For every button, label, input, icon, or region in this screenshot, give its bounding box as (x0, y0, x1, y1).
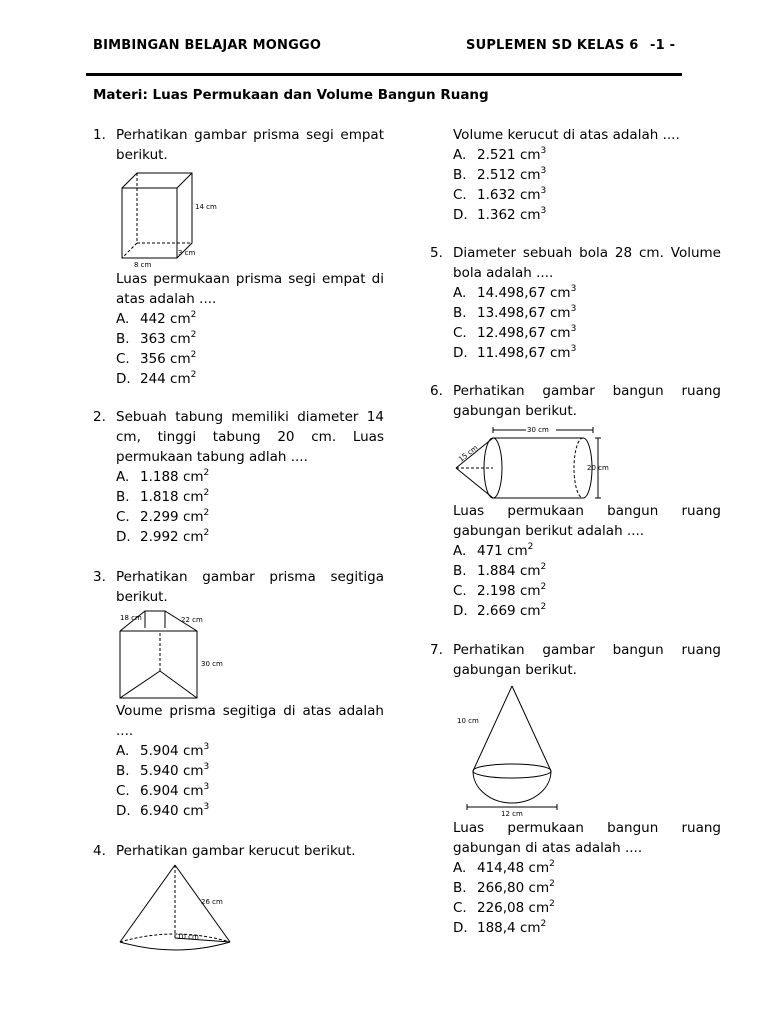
option-value: 188,4 cm (477, 920, 541, 936)
fig-label-diameter: 20 cm (587, 464, 609, 472)
option-value: 471 cm (477, 543, 528, 559)
question-ask: Luas permukaan bangun ruang (453, 820, 721, 836)
option-unit-exponent: 2 (540, 918, 547, 929)
option-unit-exponent: 3 (540, 205, 547, 216)
answer-option (453, 165, 546, 185)
question-text: berikut. (116, 147, 168, 163)
question-text: gabungan berikut. (453, 403, 577, 419)
option-unit-exponent: 2 (540, 561, 547, 572)
option-letter: B. (453, 563, 467, 579)
page-number: -1 - (650, 38, 676, 53)
question-ask: atas adalah .... (116, 291, 217, 307)
option-letter: C. (453, 187, 467, 203)
fig-label-slant: 10 cm (457, 717, 479, 725)
option-value: 1.818 cm (140, 489, 204, 505)
option-value: 414,48 cm (477, 860, 550, 876)
option-unit-exponent: 2 (549, 898, 555, 909)
question-ask: Volume kerucut di atas adalah .... (453, 127, 680, 143)
answer-option (453, 283, 576, 303)
answer-option (453, 858, 555, 878)
answer-option (453, 323, 576, 343)
question-text: Perhatikan gambar bangun ruang (453, 383, 721, 399)
option-value: 5.940 cm (140, 763, 204, 779)
option-unit-exponent: 2 (203, 507, 210, 518)
option-letter: C. (116, 351, 130, 367)
fig-label-b: 22 cm (181, 616, 203, 624)
question-text: berikut. (116, 589, 168, 605)
question-ask: gabungan berikut adalah .... (453, 523, 645, 539)
answer-option (453, 541, 533, 561)
option-unit-exponent: 2 (203, 527, 210, 538)
fig-label-slant: 15 cm (457, 443, 480, 464)
question-ask: gabungan di atas adalah .... (453, 840, 643, 856)
prism-triangle-figure (115, 606, 245, 702)
option-value: 2.521 cm (477, 147, 541, 163)
answer-option (116, 487, 209, 507)
option-letter: A. (453, 860, 467, 876)
option-unit-exponent: 3 (570, 323, 577, 334)
question-number: 7. (430, 642, 443, 658)
option-unit-exponent: 3 (203, 781, 210, 792)
option-value: 14.498,67 cm (477, 285, 571, 301)
option-letter: D. (453, 207, 468, 223)
option-unit-exponent: 3 (570, 343, 577, 354)
option-letter: D. (116, 529, 131, 545)
option-unit-exponent: 3 (540, 185, 547, 196)
option-value: 13.498,67 cm (477, 305, 571, 321)
option-letter: C. (453, 325, 467, 341)
fig-label-length: 30 cm (527, 426, 549, 434)
option-value: 442 cm (140, 311, 191, 327)
option-letter: B. (453, 305, 467, 321)
answer-option (453, 343, 576, 363)
answer-option (453, 918, 546, 938)
option-unit-exponent: 2 (190, 329, 197, 340)
answer-option (116, 761, 209, 781)
question-ask: Luas permukaan bangun ruang (453, 503, 721, 519)
answer-option (116, 329, 196, 349)
fig-label-slant: 26 cm (201, 898, 223, 906)
option-value: 2.198 cm (477, 583, 541, 599)
answer-option (453, 898, 555, 918)
option-value: 2.992 cm (140, 529, 204, 545)
header-title: BIMBINGAN BELAJAR MONGGO (93, 38, 322, 53)
question-number: 4. (93, 843, 106, 859)
option-letter: A. (116, 743, 130, 759)
option-letter: A. (453, 285, 467, 301)
option-value: 1.632 cm (477, 187, 541, 203)
answer-option (116, 507, 209, 527)
answer-option (116, 467, 209, 487)
option-value: 1.188 cm (140, 469, 204, 485)
fig-label-radius: 10 cm (177, 933, 199, 941)
answer-option (453, 561, 546, 581)
option-letter: D. (453, 603, 468, 619)
answer-option (453, 205, 546, 225)
answer-option (453, 878, 555, 898)
header-rule (86, 73, 682, 76)
option-letter: C. (116, 783, 130, 799)
option-unit-exponent: 2 (203, 467, 210, 478)
answer-option (453, 601, 546, 621)
option-letter: A. (116, 469, 130, 485)
question-number: 6. (430, 383, 443, 399)
option-value: 2.512 cm (477, 167, 541, 183)
option-letter: D. (116, 803, 131, 819)
fig-label-diameter: 12 cm (501, 810, 523, 818)
option-value: 2.669 cm (477, 603, 541, 619)
answer-option (116, 781, 209, 801)
question-text: Sebuah tabung memiliki diameter 14 (116, 409, 384, 425)
answer-option (453, 581, 546, 601)
option-value: 6.904 cm (140, 783, 204, 799)
question-text: cm, tinggi tabung 20 cm. Luas (116, 429, 384, 445)
option-unit-exponent: 3 (570, 303, 577, 314)
answer-option (116, 349, 196, 369)
option-letter: A. (116, 311, 130, 327)
option-value: 363 cm (140, 331, 191, 347)
answer-option (453, 303, 576, 323)
question-number: 3. (93, 569, 106, 585)
option-unit-exponent: 3 (203, 801, 210, 812)
option-letter: D. (453, 920, 468, 936)
option-value: 5.904 cm (140, 743, 204, 759)
option-letter: B. (116, 763, 130, 779)
answer-option (116, 741, 209, 761)
question-text: gabungan berikut. (453, 662, 577, 678)
fig-label-height: 14 cm (195, 203, 217, 211)
fig-label-a: 18 cm (120, 614, 142, 622)
option-letter: D. (116, 371, 131, 387)
option-letter: B. (116, 489, 130, 505)
fig-label-height: 30 cm (201, 660, 223, 668)
cone-cylinder-figure (453, 422, 623, 502)
option-value: 266,80 cm (477, 880, 550, 896)
option-letter: C. (453, 583, 467, 599)
option-letter: C. (453, 900, 467, 916)
option-value: 12.498,67 cm (477, 325, 571, 341)
option-unit-exponent: 3 (203, 741, 210, 752)
cone-figure (115, 862, 255, 957)
option-value: 226,08 cm (477, 900, 550, 916)
question-text: Perhatikan gambar prisma segi empat (116, 127, 384, 143)
question-text: Perhatikan gambar prisma segitiga (116, 569, 384, 585)
question-text: permukaan tabung adlah .... (116, 449, 308, 465)
option-unit-exponent: 3 (540, 165, 547, 176)
question-text: Perhatikan gambar kerucut berikut. (116, 843, 356, 859)
prism-rect-figure (112, 165, 222, 270)
option-unit-exponent: 2 (190, 349, 197, 360)
option-unit-exponent: 3 (203, 761, 210, 772)
answer-option (453, 145, 546, 165)
fig-label-depth: 3 cm (178, 249, 196, 257)
option-value: 11.498,67 cm (477, 345, 571, 361)
topic-title: Materi: Luas Permukaan dan Volume Bangun Ruang (93, 87, 489, 103)
fig-label-width: 8 cm (134, 261, 152, 269)
option-unit-exponent: 2 (203, 487, 210, 498)
answer-option (116, 369, 196, 389)
cone-hemisphere-figure (455, 683, 565, 818)
header-subtitle: SUPLEMEN SD KELAS 6 (466, 38, 639, 53)
option-unit-exponent: 2 (527, 541, 534, 552)
option-unit-exponent: 3 (570, 283, 577, 294)
answer-option (116, 309, 196, 329)
option-value: 1.362 cm (477, 207, 541, 223)
option-unit-exponent: 2 (540, 581, 547, 592)
option-unit-exponent: 2 (190, 309, 197, 320)
option-letter: D. (453, 345, 468, 361)
question-number: 5. (430, 245, 443, 261)
question-ask: Voume prisma segitiga di atas adalah (116, 703, 384, 719)
option-value: 6.940 cm (140, 803, 204, 819)
option-value: 244 cm (140, 371, 191, 387)
option-unit-exponent: 2 (549, 878, 555, 889)
answer-option (116, 801, 209, 821)
option-unit-exponent: 2 (540, 601, 547, 612)
question-number: 1. (93, 127, 106, 143)
option-letter: B. (116, 331, 130, 347)
option-unit-exponent: 3 (540, 145, 547, 156)
option-letter: B. (453, 167, 467, 183)
option-value: 1.884 cm (477, 563, 541, 579)
question-text: bola adalah .... (453, 265, 554, 281)
question-text: Perhatikan gambar bangun ruang (453, 642, 721, 658)
option-unit-exponent: 2 (549, 858, 555, 869)
question-text: Diameter sebuah bola 28 cm. Volume (453, 245, 721, 261)
question-number: 2. (93, 409, 106, 425)
option-letter: B. (453, 880, 467, 896)
option-letter: A. (453, 543, 467, 559)
answer-option (453, 185, 546, 205)
option-value: 356 cm (140, 351, 191, 367)
option-letter: C. (116, 509, 130, 525)
option-letter: A. (453, 147, 467, 163)
question-ask: .... (116, 723, 134, 739)
option-unit-exponent: 2 (190, 369, 197, 380)
option-value: 2.299 cm (140, 509, 204, 525)
answer-option (116, 527, 209, 547)
question-ask: Luas permukaan prisma segi empat di (116, 271, 384, 287)
